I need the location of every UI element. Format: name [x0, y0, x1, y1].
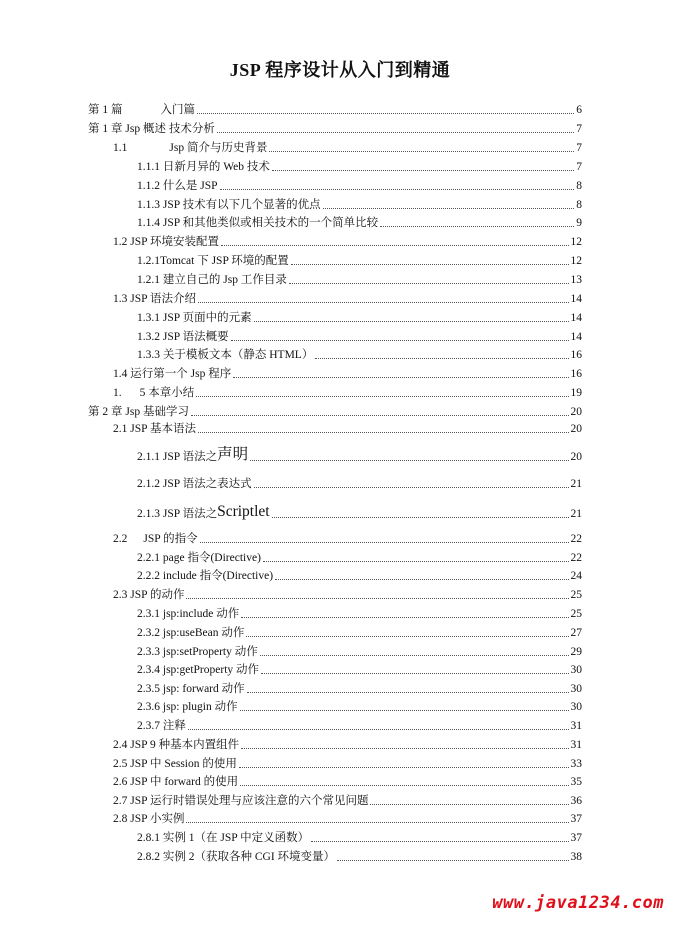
- toc-entry: [137, 850, 582, 864]
- toc-entry: [137, 198, 582, 212]
- dot-leader: [263, 561, 569, 562]
- toc-page-number: 27: [570, 627, 582, 639]
- toc-entry-label: 第 1 章 Jsp 概述 技术分析: [88, 123, 215, 135]
- toc-entry: [88, 122, 582, 136]
- toc-page-number: 22: [570, 533, 582, 545]
- toc-entry: [137, 446, 582, 464]
- toc-entry: [137, 719, 582, 733]
- toc-page-number: 35: [570, 776, 582, 788]
- toc-page-number: 37: [570, 832, 582, 844]
- toc-entry: [137, 348, 582, 362]
- dot-leader: [337, 860, 568, 861]
- toc-entry-label: 2.3 JSP 的动作: [113, 589, 185, 601]
- toc-page-number: 36: [570, 795, 582, 807]
- toc-entry: [137, 607, 582, 621]
- toc-page-number: 12: [570, 236, 582, 248]
- toc-entry-label: 2.7 JSP 运行时错误处理与应该注意的六个常见问题: [113, 795, 369, 807]
- toc-entry: [137, 682, 582, 696]
- site-watermark: www.java1234.com: [492, 893, 664, 913]
- toc-page-number: 8: [576, 199, 582, 211]
- dot-leader: [197, 113, 574, 114]
- toc-page-number: 22: [570, 552, 582, 564]
- toc-entry-label: 2.3.5 jsp: forward 动作: [137, 683, 245, 695]
- dot-leader: [380, 226, 574, 227]
- toc-page-number: 21: [570, 478, 582, 490]
- toc-page-number: 6: [576, 104, 582, 116]
- toc-entry-label: 2.8.1 实例 1（在 JSP 中定义函数）: [137, 832, 310, 844]
- toc-page-number: 7: [576, 142, 582, 154]
- toc-page-number: 13: [570, 274, 582, 286]
- toc-entry-label: 2.6 JSP 中 forward 的使用: [113, 776, 239, 788]
- toc-entry-label: 2.1 JSP 基本语法: [113, 423, 196, 435]
- toc-entry-label: 2.1.1 JSP 语法之: [137, 451, 218, 463]
- toc-page-number: 37: [570, 813, 582, 825]
- toc-entry: [137, 569, 582, 583]
- toc-entry-label: 1.3.1 JSP 页面中的元素: [137, 312, 252, 324]
- toc-page-number: 29: [570, 646, 582, 658]
- dot-leader: [240, 785, 568, 786]
- dot-leader: [311, 841, 568, 842]
- dot-leader: [272, 170, 574, 171]
- dot-leader: [239, 767, 569, 768]
- dot-leader: [246, 636, 568, 637]
- toc-entry-label: 1.1.2 什么是 JSP: [137, 180, 218, 192]
- dot-leader: [220, 189, 575, 190]
- toc-entry: [88, 103, 582, 117]
- toc-entry: [137, 503, 582, 521]
- dot-leader: [186, 822, 568, 823]
- toc-entry: [113, 794, 582, 808]
- dot-leader: [289, 283, 569, 284]
- toc-entry: [137, 311, 582, 325]
- toc-page-number: 30: [570, 683, 582, 695]
- toc-entry-label: 1.3.2 JSP 语法概要: [137, 331, 229, 343]
- toc-entry: [113, 386, 582, 400]
- dot-leader: [233, 377, 568, 378]
- dot-leader: [231, 340, 569, 341]
- toc-entry-label: 2.1.2 JSP 语法之表达式: [137, 478, 252, 490]
- dot-leader: [240, 710, 569, 711]
- dot-leader: [275, 579, 568, 580]
- toc-entry-label: 2.3.2 jsp:useBean 动作: [137, 627, 245, 639]
- toc-entry-label: 1.2.1 建立自己的 Jsp 工作目录: [137, 274, 287, 286]
- toc-page-number: 19: [570, 387, 582, 399]
- toc-entry-label: 2.4 JSP 9 种基本内置组件: [113, 739, 240, 751]
- toc-entry-label: 1.2 JSP 环境安装配置: [113, 236, 219, 248]
- dot-leader: [196, 396, 568, 397]
- toc-entry-label: 声明: [217, 446, 249, 463]
- toc-entry-label: 1.3 JSP 语法介绍: [113, 293, 196, 305]
- dot-leader: [191, 415, 569, 416]
- toc-entry-label: 1.1: [113, 142, 128, 154]
- toc-page-number: 25: [570, 589, 582, 601]
- toc-page-number: 12: [570, 255, 582, 267]
- dot-leader: [200, 542, 569, 543]
- dot-leader: [272, 517, 569, 518]
- toc-entry: [137, 330, 582, 344]
- toc-entry-label: 2.3.3 jsp:setProperty 动作: [137, 646, 258, 658]
- dot-leader: [188, 729, 569, 730]
- toc-entry: [137, 254, 582, 268]
- toc-page-number: 8: [576, 180, 582, 192]
- toc-page-number: 31: [570, 739, 582, 751]
- toc-entry: [137, 700, 582, 714]
- dot-leader: [247, 692, 569, 693]
- toc-entry-label: 1.1.4 JSP 和其他类似或相关技术的一个简单比较: [137, 217, 379, 229]
- dot-leader: [254, 487, 569, 488]
- dot-leader: [186, 598, 568, 599]
- toc-entry-label: 1.: [113, 387, 122, 399]
- toc-page-number: 16: [570, 368, 582, 380]
- toc-entry-label: 1.2.1Tomcat 下 JSP 环境的配置: [137, 255, 289, 267]
- toc-entry: [137, 626, 582, 640]
- toc-entry: [113, 422, 582, 436]
- toc-entry: [137, 551, 582, 565]
- dot-leader: [315, 358, 568, 359]
- dot-leader: [269, 151, 574, 152]
- toc-entry-label: 5 本章小结: [139, 387, 195, 399]
- toc-entry: [113, 367, 582, 381]
- toc-entry-label: 1.1.3 JSP 技术有以下几个显著的优点: [137, 199, 321, 211]
- toc-page-number: 7: [576, 123, 582, 135]
- toc-entry: [137, 645, 582, 659]
- dot-leader: [261, 673, 568, 674]
- toc-entry-label: 2.2: [113, 533, 128, 545]
- toc-entry-label: JSP 的指令: [143, 533, 198, 545]
- dot-leader: [260, 655, 569, 656]
- toc-entry-label: 入门篇: [160, 104, 195, 116]
- dot-leader: [221, 245, 569, 246]
- toc-entry-label: Scriptlet: [217, 503, 270, 520]
- toc-entry: [137, 477, 582, 491]
- dot-leader: [241, 748, 568, 749]
- toc-entry-label: 2.3.6 jsp: plugin 动作: [137, 701, 238, 713]
- toc-entry: [113, 588, 582, 602]
- toc-page-number: 14: [570, 312, 582, 324]
- toc-page-number: 21: [570, 508, 582, 520]
- dot-leader: [198, 432, 569, 433]
- toc-entry-label: 2.8.2 实例 2（获取各种 CGI 环境变量）: [137, 851, 336, 863]
- toc-entry: [113, 775, 582, 789]
- toc-entry: [137, 273, 582, 287]
- dot-leader: [323, 208, 575, 209]
- toc-entry-label: 2.2.1 page 指令(Directive): [137, 552, 261, 564]
- toc-entry-label: 1.4 运行第一个 Jsp 程序: [113, 368, 232, 380]
- dot-leader: [198, 302, 569, 303]
- toc-entry-label: 2.3.4 jsp:getProperty 动作: [137, 664, 260, 676]
- toc-entry-label: 2.1.3 JSP 语法之: [137, 508, 218, 520]
- dot-leader: [217, 132, 574, 133]
- toc-entry: [113, 141, 582, 155]
- toc-page-number: 14: [570, 293, 582, 305]
- toc-entry: [137, 663, 582, 677]
- toc-entry-label: 2.8 JSP 小实例: [113, 813, 185, 825]
- toc-page-number: 20: [570, 423, 582, 435]
- toc-entry-label: Jsp 简介与历史背景: [169, 142, 268, 154]
- toc-page-number: 7: [576, 161, 582, 173]
- dot-leader: [370, 804, 568, 805]
- toc-entry: [113, 757, 582, 771]
- toc-entry-label: 2.3.1 jsp:include 动作: [137, 608, 240, 620]
- toc-entry-label: 2.5 JSP 中 Session 的使用: [113, 758, 237, 770]
- dot-leader: [254, 321, 569, 322]
- toc-entry: [113, 292, 582, 306]
- toc-entry-label: 2.3.7 注释: [137, 720, 186, 732]
- toc-page-number: 38: [570, 851, 582, 863]
- toc-entry-label: 1.3.3 关于模板文本（静态 HTML）: [137, 349, 314, 361]
- toc-entry: [137, 179, 582, 193]
- toc-entry-label: 第 2 章 Jsp 基础学习: [88, 406, 189, 418]
- toc-page-number: 14: [570, 331, 582, 343]
- toc-page-number: 33: [570, 758, 582, 770]
- toc-entry: [113, 532, 582, 546]
- toc-page-number: 20: [570, 406, 582, 418]
- toc-entry: [88, 405, 582, 419]
- toc-entry: [137, 160, 582, 174]
- dot-leader: [250, 460, 568, 461]
- toc-page-number: 30: [570, 701, 582, 713]
- toc-entry: [113, 235, 582, 249]
- toc-entry: [113, 812, 582, 826]
- document-title: JSP 程序设计从入门到精通: [229, 60, 451, 80]
- toc-page-number: 24: [570, 570, 582, 582]
- toc-page-number: 31: [570, 720, 582, 732]
- toc-entry: [137, 831, 582, 845]
- toc-entry-label: 第 1 篇: [88, 104, 123, 116]
- toc-page-number: 9: [576, 217, 582, 229]
- toc-entry: [113, 738, 582, 752]
- toc-page-number: 20: [570, 451, 582, 463]
- toc-entry-label: 2.2.2 include 指令(Directive): [137, 570, 274, 582]
- toc-page-number: 30: [570, 664, 582, 676]
- toc-entry-label: 1.1.1 日新月异的 Web 技术: [137, 161, 270, 173]
- toc-page-number: 16: [570, 349, 582, 361]
- toc-entry: [137, 216, 582, 230]
- dot-leader: [291, 264, 569, 265]
- dot-leader: [241, 617, 568, 618]
- toc-page-number: 25: [570, 608, 582, 620]
